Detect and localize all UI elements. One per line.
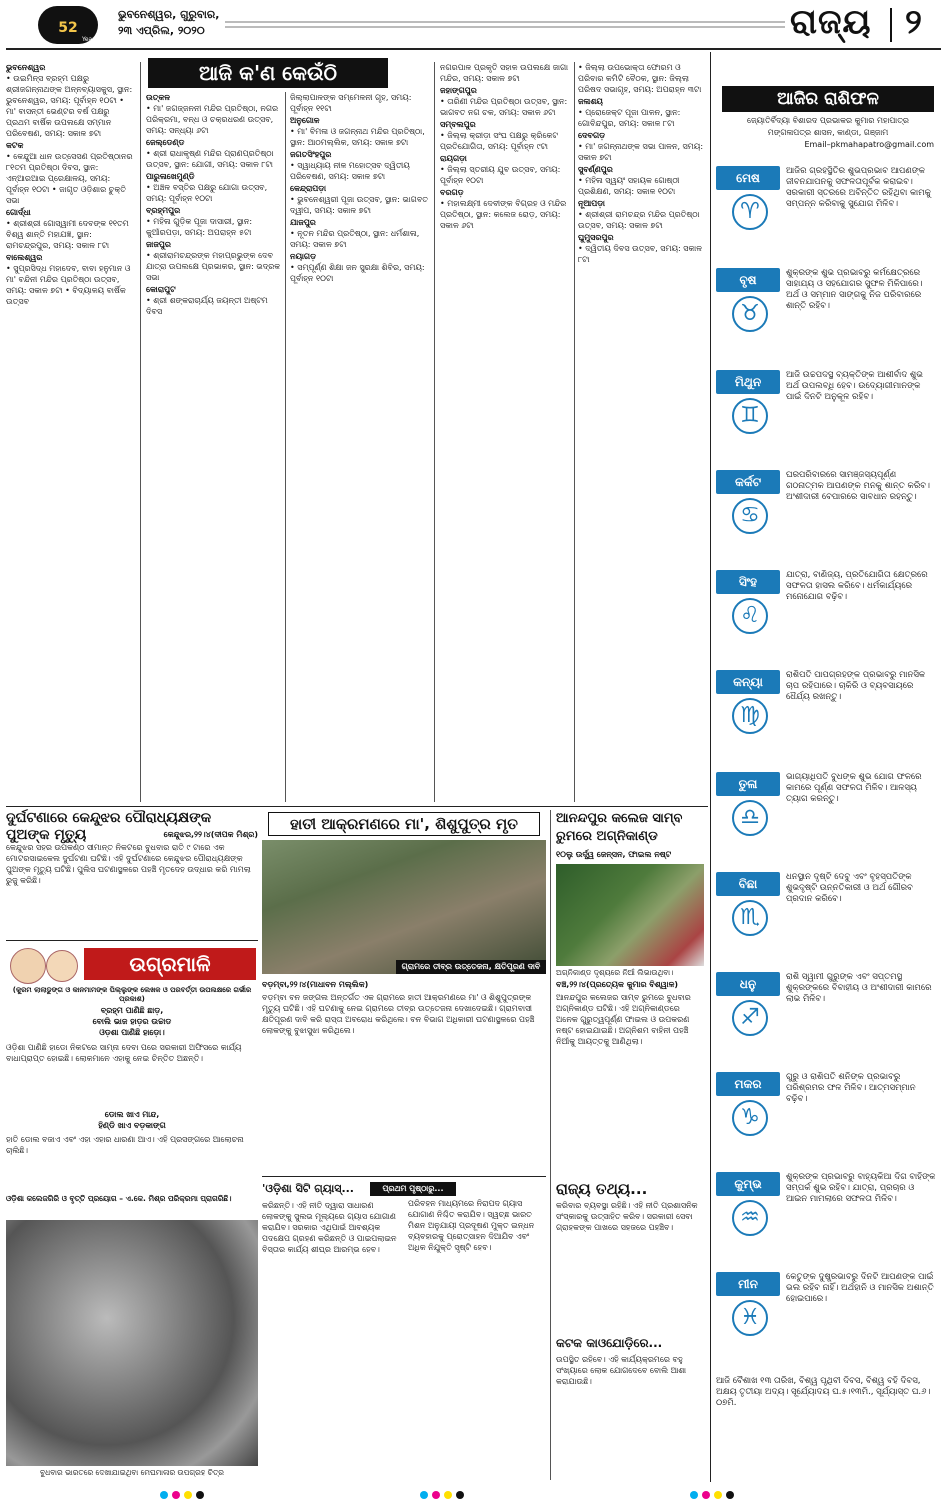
col-divider: [285, 92, 286, 802]
event-text: • ମା' ବିମଳା ଓ ଜଗନ୍ନାଥ ମନ୍ଦିର ପ୍ରତିଷ୍ଠା, ସ୍ଥାନ: ଆଠମଲ୍ଲିକ, ସମୟ: ସକାଳ ୭ଟା: [290, 127, 425, 147]
magenta-dot-icon: [172, 1491, 180, 1499]
zodiac-text: ଶୁକ୍ରଙ୍କ ଶୁଭ ପ୍ରଭାବରୁ କର୍ମକ୍ଷେତ୍ରରେ ସାହାଯ୍ୟ ଓ ସହଯୋଗର ସୁଫଳ ମିଳିପାରେ। ଅର୍ଥ ଓ ସମ୍ମାନ ସାଙ୍ଗକୁ ନିଜ ପରିବାରରେ ଶାନ୍ତି ରହିବ।: [786, 268, 923, 311]
cancer-icon: ♋: [732, 498, 768, 534]
black-dot-icon: [196, 1491, 204, 1499]
zodiac-leo: [716, 570, 938, 668]
event-group: [578, 96, 706, 129]
capricorn-icon: ♑: [732, 1100, 768, 1136]
pisces-icon: ♓: [732, 1300, 768, 1336]
event-text: • ଶ୍ରୀ ଶଙ୍କରାଚାର୍ଯ୍ୟ ଜୟନ୍ତୀ ଅଷ୍ଟମ ଦିବସ: [146, 296, 268, 316]
rashifal-email: Email–pkmahapatro@gmail.com: [804, 140, 934, 149]
story2-headline: ହାତୀ ଆକ୍ରମଣରେ ମା', ଶିଶୁପୁତ୍ର ମୃତ: [268, 812, 540, 836]
zodiac-text: ଶୁକ୍ରଙ୍କ ପ୍ରଭାବରୁ ବାହ୍ୟକିଆ ଦିଗ ବାହିଙ୍କ ସମ୍ପର୍କ ଶୁଭ ରହିବ। ଯାତ୍ରା, ପ୍ରଚାର ଓ ଆଇନ ମାମଲାରେ ସଫଳତା ମିଳିବ।: [786, 1172, 936, 1204]
zodiac-text: ଗୁରୁ ଓ ରାଶିପତି ଶନିଙ୍କ ପ୍ରଭାବରୁ ପରିଶ୍ରମର ଫଳ ମିଳିବ। ଆତ୍ମସମ୍ମାନ ବଢ଼ିବ।: [786, 1072, 916, 1104]
event-group: [146, 205, 281, 238]
event-group: [146, 92, 281, 136]
event-text: • ଶ୍ରୀଶ୍ରୀ ରାମଚନ୍ଦ୍ର ମନ୍ଦିର ପ୍ରତିଷ୍ଠା ଉତ୍ସବ, ସମୟ: ସକାଳ ୭ଟା: [578, 210, 700, 230]
event-group: [578, 62, 706, 95]
event-text: • କେନ୍ଦୁଆ ଧାନ ଉତ୍ସେସଣ ପ୍ରତିଷ୍ଠାନର ୮୧ତମ ପ୍ରତିଷ୍ଠା ଦିବସ, ସ୍ଥାନ: ଏନ୍ଆରଆଇ ପ୍ରେକ୍ଷାଳୟ, ସମୟ: ପୂର୍ବାହ୍ନ ୧୦ଟା • ଜାଗୃତ ଓଡ଼ିଶାର ଚୁକ୍ତି ସଭା: [6, 152, 133, 205]
gemini-icon: ♊: [732, 398, 768, 434]
zodiac-cancer: [716, 470, 938, 568]
zodiac-text: ଆଜି ଉଚ୍ଚପଦସ୍ଥ ବ୍ୟକ୍ତିଙ୍କ ଆଶୀର୍ବାଦ ଶୁଭ ଅର୍ଥ ଉପଲବ୍ଧି ହେବ। ଉଦ୍ୟୋଗୀମାନଙ୍କ ପାଇଁ ଦିନଟି ଅନୁକୂଳ ରହିବ।: [786, 370, 923, 402]
event-group: [440, 187, 570, 231]
aquarius-icon: ♒: [732, 1200, 768, 1236]
event-group: [290, 183, 430, 216]
story5-subhead: କଟକ କାଓଯୋଡ଼ିରେ...: [556, 1336, 663, 1350]
story5-body: କରିବାର ବ୍ୟବସ୍ଥା ରହିଛି। ଏହି ନୀତି ପ୍ରଶାସନିକ ସଂସ୍କାରକୁ ଉତ୍ସାହିତ କରିବ। ସରକାରୀ ସେବା ଗ୍ରାହକଙ୍କ ପାଖରେ ସହଜରେ ପହଞ୍ଚିବ।: [556, 1201, 698, 1232]
zodiac-text: ଭାଗ୍ୟାଧିପତି ବୁଧଙ୍କ ଶୁଭ ଯୋଗ ଫଳରେ କାମରେ ପୂର୍ଣ୍ଣ ସଫଳତା ମିଳିବ। ଆଳସ୍ୟ ତ୍ୟାଗ କରନ୍ତୁ।: [786, 772, 922, 804]
event-text: • ଜିଲ୍ଲା ଉପଭୋକ୍ତା ଫୋରମ ଓ ପରିବାର କମିଟି ବୈଠକ, ସ୍ଥାନ: ଜିଲ୍ଲା ପରିଷଦ ସଭାଗୃହ, ସମୟ: ଅପରାହ୍ନ ୩ଟା: [578, 63, 702, 94]
event-location: ସମ୍ବଲପୁର: [440, 120, 476, 129]
event-text: • ଶ୍ରୀରାମଚନ୍ଦ୍ରଙ୍କ ମହାପ୍ରଭୁଙ୍କ ଦେବ ଯାତ୍ରା ଉପଲକ୍ଷେ ପ୍ରଭାକର, ସ୍ଥାନ: ଭଦ୍ରକ ସଭା: [146, 251, 281, 282]
zodiac-name: ମିଥୁନ: [716, 370, 780, 394]
event-group: [440, 85, 570, 118]
leo-icon: ♌: [732, 598, 768, 634]
event-location: କେନ୍ଦ୍ରାପଡ଼ା: [290, 184, 327, 193]
event-location: କୋରାପୁଟ: [146, 285, 176, 294]
face-icon: [46, 950, 78, 982]
ugramala-line2: ବୋଲି ଭାଜ ହାଡ଼ର ଉଚ୍ଚାଡ: [92, 1017, 172, 1026]
event-text: • ସ୍ୱାଧ୍ୟାୟ ନୀଳ ମହୋତ୍ସବ ଦ୍ୱିତୀୟ ପରିବେଷଣ, ସମୟ: ସକାଳ ୭ଟା: [290, 161, 410, 181]
masthead-divider: [890, 8, 892, 42]
years-number: 52: [58, 20, 78, 36]
event-group: [6, 207, 136, 251]
rashifal-divider: [710, 52, 711, 1482]
event-text: • ସୁପ୍ରସିଦ୍ଧ ମହାଦେବ, ବାବା ହନୁମାନ ଓ ମା' ବନ୍ଦିନୀ ମନ୍ଦିର ପ୍ରତିଷ୍ଠା ଉତ୍ସବ, ସମୟ: ସକାଳ ୭ଟା • ବିଦ୍ୟାଳୟ ବାର୍ଷିକ ଉତ୍ସବ: [6, 264, 131, 306]
events-column-2: [146, 92, 281, 802]
story1-body: କେନ୍ଦୁଝର ସହର ଉପକଣ୍ଠ ସୀମାନ୍ତ ନିକଟରେ ବୁଧବାର ରାତି ୯ ଟାରେ ଏକ ମୋଟରସାଇକେଲ ଦୁର୍ଘଟଣା ଘଟିଛି। ଏହି ଦୁର୍ଘଟଣାରେ କେନ୍ଦୁଝର ପୌରାଧ୍ୟକ୍ଷଙ୍କ ପୁଅଙ୍କ ମୃତ୍ୟୁ ଘଟିଛି। ପୁଲିସ ଘଟଣାସ୍ଥଳରେ ପହଞ୍ଚି ମୃତଦେହ ଉଦ୍ଧାର କରି ମାମଲା ରୁଜୁ କରିଛି।: [6, 843, 251, 885]
ugramala-verse1: ଡୋଲ ଖାଏ ମାନ୍ଦ,: [104, 1110, 160, 1119]
story3-body: ଆନନ୍ଦପୁର କଲେଜର ସାମ୍ବ ରୁମରେ ବୁଧବାର ଅଗ୍ନିକାଣ୍ଡ ଘଟିଛି। ଏହି ଅଗ୍ନିକାଣ୍ଡରେ ଅନେକ ଗୁରୁତ୍ୱପୂର୍ଣ୍ଣ ଫାଇଲ ଓ ଉପକରଣ ନଷ୍ଟ ହୋଇଯାଇଛି। ଅଗ୍ନିଶମ ବାହିନୀ ପହଞ୍ଚି ନିଆଁକୁ ଆୟତ୍ତକୁ ଆଣିଥିଲା।: [556, 993, 691, 1046]
masthead-rule: [6, 48, 941, 50]
event-group: [290, 251, 430, 284]
col-divider: [574, 62, 575, 802]
event-group: [440, 119, 570, 152]
story3-dateline: ବଞ୍ଚ,୨୨।୪(ପ୍ରତ୍ୟେକ କୁମାର ବିଶ୍ୱାଳ): [556, 980, 679, 989]
ugramala-title: ଉଗ୍ରମାଳି: [84, 948, 256, 980]
zodiac-name: ସିଂହ: [716, 570, 780, 594]
zodiac-text: ଯାତ୍ରା, ବାଣିଜ୍ୟ, ପ୍ରତିଯୋଗିତା କ୍ଷେତ୍ରରେ ସଫଳତା ହାସଲ କରିବେ। ଧର୍ମକାର୍ଯ୍ୟରେ ମନୋଯୋଗ ବଢ଼ିବ।: [786, 570, 928, 602]
rashifal-title: ଆଜିର ରାଶିଫଳ: [722, 86, 934, 112]
event-group: [6, 62, 136, 139]
story2-dateline: ବଡ଼ମ୍ବା,୨୨।୪(ମାଧାବନ ମଲ୍ଲିକ): [262, 980, 369, 989]
event-location: କଟକ: [6, 141, 24, 150]
event-group: [6, 252, 136, 307]
libra-icon: ♎: [732, 800, 768, 836]
zodiac-text: କେତୁଙ୍କ ଦୁଷ୍ପ୍ରଭାବରୁ ଦିନଟି ଆପଣଙ୍କ ପାଇଁ ଭଲ ରହିବ ନାହିଁ। ଅର୍ଥହାନି ଓ ମାନସିକ ଅଶାନ୍ତି ହୋଇପାରେ।: [786, 1272, 934, 1304]
page-number: ୨: [905, 2, 923, 42]
ugramala-body: ଓଡ଼ିଶା ପାଣିଛି ହାଡୋ ନିକଟରେ ସାମ୍ନା ଦେବା ପରେ ସରକାରୀ ଅଫିସରେ କାର୍ଯ୍ୟ ବାଧାପ୍ରାପ୍ତ ହୋଇଛି। ଲୋକମାନେ ଏହାକୁ ନେଇ ଚିନ୍ତିତ ଅଛନ୍ତି।: [6, 1043, 242, 1063]
zodiac-name: କର୍କଟ: [716, 470, 780, 494]
events-title: ଆଜି କ'ଣ କେଉଁଠି: [148, 58, 388, 88]
event-location: ବାଲେଶ୍ୱର: [6, 253, 43, 262]
event-text: • ଦ୍ୱିତୀୟ ଦିବସ ଉତ୍ସବ, ସମୟ: ସକାଳ ୮ଟା: [578, 244, 703, 264]
zodiac-sagittarius: [716, 972, 938, 1070]
event-group: [6, 140, 136, 206]
story5-body2: ଉପସ୍ଥିତ ରହିବେ। ଏହି କାର୍ଯ୍ୟକ୍ରମରେ ବହୁ ସଂଖ୍ୟାରେ ଲୋକ ଯୋଗଦେବେ ବୋଲି ଆଶା କରାଯାଉଛି।: [556, 1355, 687, 1386]
event-location: ନୂଆପଡ଼ା: [578, 199, 605, 208]
event-text: • ଜିଲ୍ଲା ସ୍ତରୀୟ ଯୁବ ଉତ୍ସବ, ସମୟ: ପୂର୍ବାହ୍ନ ୧୦ଟା: [440, 165, 561, 185]
event-group: [578, 198, 706, 231]
cyan-dot-icon: [690, 1491, 698, 1499]
event-location: ସୁବର୍ଣ୍ଣପୁର: [578, 165, 613, 174]
zodiac-name: ବୃଷ: [716, 268, 780, 292]
events-column-4: [440, 62, 570, 802]
zodiac-aries: [716, 166, 938, 264]
zodiac-name: କନ୍ୟା: [716, 670, 780, 694]
event-text: • ମା' ଜଗଜ୍ଜନନୀ ମନ୍ଦିର ପ୍ରତିଷ୍ଠା, ନଗର ପରିକ୍ରମା, ବନ୍ଧ ଓ ଚକ୍ରଧରଣ ଉତ୍ସବ, ସମୟ: ସନ୍ଧ୍ୟା ୬ଟା: [146, 104, 279, 135]
zodiac-capricorn: [716, 1072, 938, 1170]
event-text: • ଅଞ୍ଚଳ ବସ୍ତିର ପକ୍ଷରୁ ଯୋଗା ଉତ୍ସବ, ସମୟ: ପୂର୍ବାହ୍ନ ୧୦ଟା: [146, 183, 268, 203]
zodiac-aquarius: [716, 1172, 938, 1270]
black-dot-icon: [726, 1491, 734, 1499]
black-dot-icon: [456, 1491, 464, 1499]
event-text: • ପ୍ରୋଜେକ୍ଟ ପୂଜା ପାଳନ, ସ୍ଥାନ: ଗୋବିନ୍ଦପୁର, ସମୟ: ସକାଳ ୮ଟା: [578, 108, 681, 128]
magenta-dot-icon: [432, 1491, 440, 1499]
registration-marks-left: [160, 1484, 208, 1503]
zodiac-name: ଧନୁ: [716, 972, 780, 996]
story3-photo: [556, 864, 704, 966]
masthead-stripe: [225, 18, 785, 28]
event-location: ଜଗତସିଂହପୁର: [290, 150, 332, 159]
zodiac-text: ରାଶି ସ୍ୱାମୀ ଗୁରୁଙ୍କ ଏବଂ ସପ୍ତମସ୍ଥ ଶୁକ୍ରଙ୍କରେ ବିବାହୀୟ ଓ ଅଂଶୀଦାରୀ କାମରେ ଲାଭ ମିଳିବ।: [786, 972, 932, 1004]
event-group: [146, 137, 281, 170]
rashifal-footer-note: ଆଜି ବୈଶାଖ ୧୩ ତାରିଖ, ବିଶ୍ୱ ପୃଥିବୀ ଦିବସ, ବିଶ୍ୱ ବହି ଦିବସ, ଅକ୍ଷୟ ତୃତୀୟା ଅଦ୍ୟ। ସୂର୍ଯ୍ୟୋଦୟ ଘ.୫।୧୩ମି., ସୂର୍ଯ୍ୟାସ୍ତ ଘ.୬।୦୭ମି.: [716, 1376, 931, 1408]
event-text: • ଉଇମିନ୍ସ ବ୍ରହ୍ମ ପକ୍ଷରୁ ଶ୍ରୀଜଗନ୍ନାଥଙ୍କ ଅନ୍ନବ୍ୟାସକୁସ, ସ୍ଥାନ: ଭୁବନେଶ୍ୱର, ସମୟ: ପୂର୍ବାହ୍ନ ୧୦ଟା • ମା' ବାସନ୍ତୀ ଭେଣ୍ଟର ବର୍ଷ ପକ୍ଷରୁ ପ୍ରଥମ ବାର୍ଷିକ ଉପଲକ୍ଷେ ସମ୍ମାନ ପରିବେଷଣ, ସମୟ: ସକାଳ ୭ଟା: [6, 74, 133, 138]
zodiac-name: ମକର: [716, 1072, 780, 1096]
zodiac-scorpio: [716, 872, 938, 970]
taurus-icon: ♉: [732, 296, 768, 332]
story4-front-page: ପ୍ରଥମ ପୃଷ୍ଠାରୁ...: [370, 1182, 456, 1196]
story1-dateline: କେନ୍ଦୁଝର,୨୨।୪(ଦୀପକ ମିଶ୍ର): [163, 830, 258, 839]
yellow-dot-icon: [714, 1491, 722, 1499]
event-group: [578, 130, 706, 163]
ugramala-line1: ବ୍ରହ୍ମ ପାଣିଛି ଛାଡ଼,: [100, 1006, 164, 1015]
zodiac-virgo: [716, 670, 938, 768]
cyan-dot-icon: [420, 1491, 428, 1499]
event-group: [440, 62, 570, 84]
col-divider: [550, 810, 551, 1480]
ugramala-tagline: (କୁରମ ଲାଲାଡୁଙ୍ଗ ଓ କାନମାମଙ୍କ ପିଲ୍ଲୁଙ୍କ ଲେଖକ ଓ ପରବର୍ତ୍ତୀ ଉପଲକ୍ଷରେ ଗର୍ଭୀର ପ୍ରକାଶ): [12, 986, 252, 1003]
event-group: [290, 92, 430, 114]
story4-body-a: କରିଛନ୍ତି। ଏହି ନୀତି ଦ୍ୱାରା ସାଧାରଣ ଲୋକଙ୍କୁ ସୁଲଭ ମୂଲ୍ୟରେ ଗ୍ୟାସ ଯୋଗାଣ କରାଯିବ। ସରକାର ଏଥିପାଇଁ ଆବଶ୍ୟକ ପଦକ୍ଷେପ ଗ୍ରହଣ କରିଛନ୍ତି ଓ ପାଇପଲାଇନ ବିସ୍ତାର କାର୍ଯ୍ୟ ଶୀଘ୍ର ଆରମ୍ଭ ହେବ।: [262, 1201, 397, 1254]
event-text: • ଜିଲ୍ଲା କ୍ରୀଡ଼ା ସଂଘ ପକ୍ଷରୁ କ୍ରିକେଟ ପ୍ରତିଯୋଗିତା, ସମୟ: ପୂର୍ବାହ୍ନ ୯ଟା: [440, 131, 558, 151]
events-column-3: [290, 92, 430, 802]
aries-icon: ♈: [732, 194, 768, 230]
zodiac-taurus: [716, 268, 938, 366]
story5-headline: ରାଜ୍ୟ ତଥ୍ୟ...: [556, 1180, 648, 1198]
story1-rule: [6, 940, 258, 941]
zodiac-text: ଧନସ୍ଥାନ ଦୃଷ୍ଟି ଦେବୁ ଏବଂ ବୃହସ୍ପତିଙ୍କ ଶୁଭଦୃଷ୍ଟି ଉନ୍ନତିକାରୀ ଓ ଅର୍ଥ ଗୌରବ ପ୍ରଦାନ କରିବେ।: [786, 872, 913, 904]
zodiac-name: ବିଛା: [716, 872, 780, 896]
story2-rule: [262, 1176, 546, 1177]
zodiac-name: ମୀନ: [716, 1272, 780, 1296]
cyan-dot-icon: [160, 1491, 168, 1499]
col-divider: [434, 62, 435, 802]
zodiac-name: କୁମ୍ଭ: [716, 1172, 780, 1196]
event-group: [578, 164, 706, 197]
event-location: ଜଳାଶୟ: [578, 97, 603, 106]
satellite-caption: ବୁଧବାର ଭାରତରେ ଦେଖାଯାଇଥିବା ମେଘମାଳାର ଉପଗ୍ରହ ଚିତ୍ର: [40, 1468, 224, 1477]
zodiac-text: ଆଜିର ଗ୍ରହସ୍ଥିତିର ଶୁଭପ୍ରଭାବ ଆପଣଙ୍କ ଜୀବନଯାପନକୁ ସଫଳତାପୂର୍ବକ କରାଇବ। ସରକାରୀ ସ୍ତରରେ ଅବିନ୍ତିତ ରହିଥିବା କାମକୁ ସମ୍ପନ୍ନ କରିବାକୁ ସୁଯୋଗ ମିଳିବ।: [786, 166, 931, 209]
event-group: [146, 171, 281, 204]
zodiac-text: ରାଶିପତି ପାପଗ୍ରହଙ୍କ ପ୍ରଭାବରୁ ମାନସିକ ଚାପ ରହିପାରେ। ଚାକିରି ଓ ବ୍ୟବସାୟରେ ଧୈର୍ଯ୍ୟ ରଖନ୍ତୁ।: [786, 670, 926, 702]
event-location: ଯାଜପୁର: [290, 218, 316, 227]
event-text: • ଶ୍ରୀଶ୍ରୀ ଗୋସ୍ୱାମୀ ଦେବଙ୍କ ୧୧ତମ ବିଶ୍ୱ ଶାନ୍ତି ମହାଯଜ୍ଞ, ସ୍ଥାନ: ରାମଚନ୍ଦ୍ରପୁର, ସମୟ: ସକାଳ ୮ଟା: [6, 219, 129, 250]
city-date-line1: ଭୁବନେଶ୍ୱର, ଗୁରୁବାର,: [118, 8, 220, 21]
masthead: [0, 0, 945, 48]
event-text: • ତାରିଣୀ ମନ୍ଦିର ପ୍ରତିଷ୍ଠା ଉତ୍ସବ, ସ୍ଥାନ: ଭାଗବତ ନଗ ଚକ, ସମୟ: ସକାଳ ୬ଟା: [440, 97, 568, 117]
years-label: Years: [82, 36, 98, 43]
story3-subhead: ୧୦ଲୁ ଉର୍ଦ୍ଧ୍ୱ ଜେନ୍ସନ, ଫାଇଲ ନଷ୍ଟ: [556, 850, 672, 859]
rashifal-byline2: ମଙ୍ଗଳାପତ୍ର ଶାସନ, କାଣ୍ଡା, ଗଞ୍ଜାମ: [767, 128, 889, 137]
story3-headline: ଆନନ୍ଦପୁର କଲେଜ ସାମ୍ବ ରୁମରେ ଅଗ୍ନିକାଣ୍ଡ: [556, 811, 683, 844]
event-group: [290, 217, 430, 250]
events-column-5: [578, 62, 706, 802]
zodiac-name: ମେଷ: [716, 166, 780, 190]
registration-marks-center: [420, 1484, 468, 1503]
event-text: ଜିଲ୍ଲାପାଳଙ୍କ ସମ୍ମେଳନୀ ଗୃହ, ସମୟ: ପୂର୍ବାହ୍ନ ୧୧ଟା: [290, 93, 412, 113]
event-location: ରାୟଗଡ଼ା: [440, 154, 467, 163]
event-location: ଉତ୍କଳ: [146, 93, 171, 102]
yellow-dot-icon: [444, 1491, 452, 1499]
event-location: ଦେବଗଡ଼: [578, 131, 606, 140]
event-location: ଜାଜପୁର: [146, 240, 171, 249]
rashifal-byline1: ଜ୍ୟୋତିର୍ବିଦ୍ୟା ବିଶାରଦ ପ୍ରଭାକର କୁମାର ମହାପାତ୍ର: [747, 116, 909, 125]
registration-marks-right: [690, 1484, 738, 1503]
story3-photo-caption: ଅଗ୍ନିକାଣ୍ଡ ଦୃଶ୍ୟରେ ନିଆଁ ଲିଭାଉଥିବା।: [556, 968, 674, 977]
ugramala-box: [6, 946, 258, 1216]
satellite-image: [6, 1220, 258, 1466]
event-text: • ସମ୍ପୂର୍ଣ୍ଣ ଶିକ୍ଷା ଜନ ସୁରକ୍ଷା ଶିବିର, ସମୟ: ପୂର୍ବାହ୍ନ ୧୦ଟା: [290, 263, 425, 283]
ugramala-body2: ହାତି ଡୋଲ ବଜାଏ ଏବଂ ଏହା ଏହାର ଧାରଣା ଆଏ। ଏହି ପ୍ରସଙ୍ଗରେ ଆଲୋଚନା ଚାଲିଛି।: [6, 1135, 244, 1155]
story4-body-b: ପରିବହନ ମାଧ୍ୟମରେ ନିରାପଦ ଗ୍ୟାସ ଯୋଗାଣ ନିଶ୍ଚିତ କରାଯିବ। ସ୍ୱଚ୍ଛ ଭାରତ ମିଶନ ଅନୁଯାୟୀ ପ୍ରଦୂଷଣ ମୁକ୍ତ ଇନ୍ଧନ ବ୍ୟବହାରକୁ ପ୍ରୋତ୍ସାହନ ଦିଆଯିବ ଏବଂ ଅଧିକ ନିଯୁକ୍ତି ସୃଷ୍ଟି ହେବ।: [408, 1199, 535, 1252]
city-date-line2: ୨୩ ଏପ୍ରିଲ, ୨୦୨୦: [118, 24, 205, 37]
event-location: ପାରୁଳାଖେମୁଣ୍ଡି: [146, 172, 195, 181]
virgo-icon: ♍: [732, 698, 768, 734]
event-group: [146, 239, 281, 283]
sagittarius-icon: ♐: [732, 1000, 768, 1036]
event-text: • ନୂତନ ମନ୍ଦିର ପ୍ରତିଷ୍ଠା, ସ୍ଥାନ: ଧର୍ମଶାଳା, ସମୟ: ସକାଳ ୭ଟା: [290, 229, 420, 249]
zodiac-text: ଘରପରିବାରରେ ସାମଞ୍ଜସ୍ୟପୂର୍ଣ୍ଣ ଗଠନାତ୍ମକ ଆପଣଙ୍କ ମନକୁ ଶାନ୍ତ କରିବ। ଅଂଶୀଦାରୀ ବେପାରରେ ସାବଧାନ ରହନ୍ତୁ।: [786, 470, 930, 502]
event-location: ବ୍ରହ୍ମପୁର: [146, 206, 181, 215]
event-location: ଗୋର୍ଦ୍ଧା: [6, 208, 31, 217]
event-location: ଘୁମୁସରପୁର: [578, 233, 614, 242]
event-text: • ଭୁବନେଶ୍ୱରୀ ପୂଜା ଉତ୍ସବ, ସ୍ଥାନ: ଭାଗବତ ଦ୍ୱୀପ, ସମୟ: ସକାଳ ୭ଟା: [290, 195, 428, 215]
event-group: [290, 115, 430, 148]
magenta-dot-icon: [702, 1491, 710, 1499]
zodiac-libra: [716, 772, 938, 870]
event-location: ବରଗଡ଼: [440, 188, 464, 197]
story2-photo: [262, 840, 546, 974]
col-divider: [140, 62, 141, 802]
event-text: • ଶ୍ରୀ ରାଧାକୃଷ୍ଣ ମନ୍ଦିର ପ୍ରାଣପ୍ରତିଷ୍ଠା ଉତ୍ସବ, ସ୍ଥାନ: ଯୋଗୀ, ସମୟ: ସକାଳ ୮ଟା: [146, 149, 274, 169]
section-title: ରାଜ୍ୟ: [790, 2, 872, 42]
yellow-dot-icon: [184, 1491, 192, 1499]
story2-body: ବଡ଼ମ୍ବା ବନ ଜଙ୍ଗଲ ଅନ୍ତର୍ଗତ ଏକ ଗ୍ରାମରେ ହାତୀ ଆକ୍ରମଣରେ ମା' ଓ ଶିଶୁପୁତ୍ରଙ୍କ ମୃତ୍ୟୁ ଘଟିଛି। ଏହି ଘଟଣାକୁ ନେଇ ଗ୍ରାମରେ ତୀବ୍ର ଉତ୍ତେଜନା ଦେଖାଦେଇଛି। ଗ୍ରାମବାସୀ କ୍ଷତିପୂରଣ ଦାବି କରି ରାସ୍ତା ଅବରୋଧ କରିଥିଲେ। ବନ ବିଭାଗ ଅଧିକାରୀ ଘଟଣାସ୍ଥଳରେ ପହଞ୍ଚି ଲୋକଙ୍କୁ ବୁଝାସୁଝା କରିଥିଲେ।: [262, 993, 535, 1035]
event-group: [146, 284, 281, 317]
event-text: • ମହାଲକ୍ଷ୍ମୀ ଦେବୀଙ୍କ ବିଗ୍ରହ ଓ ମନ୍ଦିର ପ୍ରତିଷ୍ଠା, ସ୍ଥାନ: କଲେଜ ରୋଡ଼, ସମୟ: ସକାଳ ୬ଟା: [440, 199, 567, 230]
event-text: • ମା' ଜଗନ୍ନାଥଙ୍କ ସଭା ପାଳନ, ସମୟ: ସକାଳ ୭ଟା: [578, 142, 704, 162]
event-location: ଜହାଙ୍ଗପୁର: [440, 86, 477, 95]
event-location: ନୟାଗଡ଼: [290, 252, 317, 261]
event-location: ଅନୁଗୋଳ: [290, 116, 320, 125]
event-location: ଜେଲ୍ଡେଣ୍ଡ: [146, 138, 185, 147]
face-icon: [10, 948, 46, 984]
event-group: [440, 153, 570, 186]
ugramala-line3: ଓଡ଼ଶା ପାଣିଛି ହାଡ଼ୋ।: [99, 1028, 165, 1037]
event-text: ନଗରପାଳ ପ୍ରକୃତି ସହାଳ ଉପଲକ୍ଷେ ଜାଗା ମନ୍ଦିର, ସମୟ: ସକାଳ ୭ଟା: [440, 63, 569, 83]
story2-photo-caption: ଗ୍ରାମରେ ତୀବ୍ର ଉତ୍ତେଜନା, କ୍ଷତିପୂରଣ ଦାବି: [396, 960, 546, 974]
story1-headline: ଦୁର୍ଘଟଣାରେ କେନ୍ଦୁଝର ପୌରାଧ୍ୟକ୍ଷଙ୍କ ପୁଅଙ୍କ ମୃତ୍ୟୁ: [6, 810, 212, 843]
zodiac-gemini: [716, 370, 938, 468]
event-text: • ମହିଳା ଗୁଡ଼ିକ ପୂଜା ଦାସାରୀ, ସ୍ଥାନ: କୁଆଁରପଡ଼ା, ସମୟ: ଅପରାହ୍ନ ୫ଟା: [146, 217, 253, 237]
scorpio-icon: ♏: [732, 900, 768, 936]
event-group: [290, 149, 430, 182]
ugramala-credit: ଓଡ଼ିଶା କଲେଜଗିରି ଓ ବୃତ୍ତି ପ୍ରୟୋଗ – ଏ.କେ. ମିଶ୍ର ପରିକ୍ରମା ପ୍ରାଗରିଛି।: [6, 1194, 232, 1203]
zodiac-pisces: [716, 1272, 938, 1370]
event-text: • ମହିଳା ସ୍ୱୟଂ ସହାୟକ ଗୋଷ୍ଠୀ ପ୍ରଶିକ୍ଷଣ, ସମୟ: ସକାଳ ୧୦ଟା: [578, 176, 680, 196]
event-location: ଭୁବନେଶ୍ୱର: [6, 63, 46, 72]
events-column-1: [6, 62, 136, 802]
story4-kicker: 'ଓଡ଼ିଶା ସିଟି ଗ୍ୟାସ୍...: [262, 1182, 354, 1195]
ugramala-verse2: ହିଣ୍ଡି ଖାଏ ବଡ଼କାଙ୍ଗ: [98, 1121, 166, 1130]
zodiac-name: ତୁଳା: [716, 772, 780, 796]
event-group: [578, 232, 706, 265]
events-bottom-rule: [6, 806, 708, 807]
